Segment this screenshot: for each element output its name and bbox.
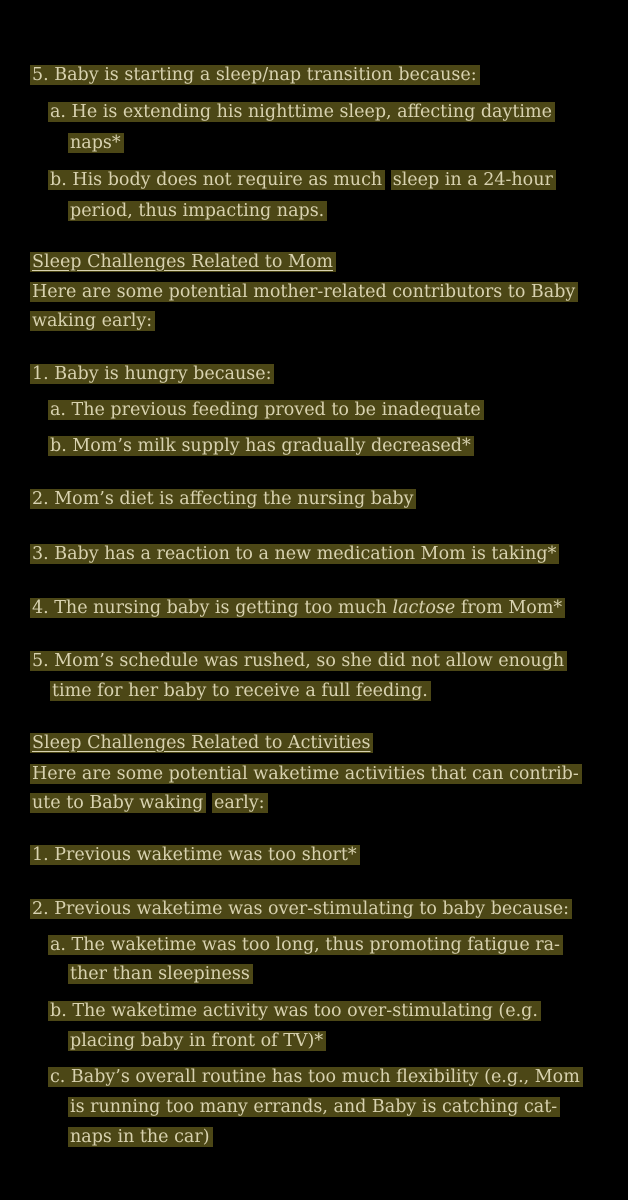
sub-list-item [48,397,484,423]
sub-list-item [48,433,474,459]
sub-list-item [48,932,563,958]
highlighted-text: period, thus impacting naps. [68,201,327,221]
sub-list-item-continued [68,130,124,156]
highlighted-text: b. Mom’s milk supply has gradually decreased* [48,436,474,456]
highlighted-text: 2. Mom’s diet is affecting the nursing baby [30,489,416,509]
highlighted-text: b. The waketime activity was too over-stimulating (e.g. [48,1001,541,1021]
list-item [30,361,274,387]
highlighted-text: 2. Previous waketime was over-stimulating to baby because: [30,899,572,919]
list-item [30,486,416,512]
highlighted-text: is running too many errands, and Baby is catching cat- [68,1097,560,1117]
paragraph-continued [30,790,268,816]
highlighted-text: naps in the car) [68,1127,213,1147]
highlighted-text: placing baby in front of TV)* [68,1031,326,1051]
sub-list-item-continued [68,1094,560,1120]
list-item [30,896,572,922]
paragraph [30,279,578,305]
highlighted-text: waking early: [30,311,155,331]
list-item [30,595,565,621]
paragraph [30,761,582,787]
sub-list-item-continued [68,198,327,224]
highlighted-text: Here are some potential mother-related contributors to Baby [30,282,578,302]
highlighted-text: c. Baby’s overall routine has too much flexibility (e.g., Mom [48,1067,583,1087]
highlighted-text: 3. Baby has a reaction to a new medication Mom is taking* [30,544,559,564]
list-item [30,842,360,868]
highlighted-text: 5. Mom’s schedule was rushed, so she did not allow enough [30,651,567,671]
highlighted-text: time for her baby to receive a full feeding. [50,681,431,701]
highlighted-text: a. The waketime was too long, thus promoting fatigue ra- [48,935,563,955]
item-text: from Mom* [460,598,563,618]
highlighted-text [30,598,565,618]
sub-list-item [48,99,555,125]
sub-list-item-continued [68,961,253,987]
highlighted-text: naps* [68,133,124,153]
highlighted-text: ute to Baby waking [30,793,206,813]
highlighted-text: a. The previous feeding proved to be inadequate [48,400,484,420]
emphasized-word: lactose [392,598,456,618]
section-heading [30,730,373,756]
sub-list-item-continued [68,1028,326,1054]
highlighted-text: 1. Previous waketime was too short* [30,845,360,865]
list-item-continued [50,678,431,704]
highlighted-text: ther than sleepiness [68,964,253,984]
sub-list-item [48,167,556,193]
list-item [30,541,559,567]
highlighted-text: 1. Baby is hungry because: [30,364,274,384]
list-item [30,62,480,88]
highlighted-text: sleep in a 24-hour [391,170,556,190]
section-heading-text: Sleep Challenges Related to Mom [30,252,336,272]
highlighted-text: 5. Baby is starting a sleep/nap transition because: [30,65,480,85]
section-heading-text: Sleep Challenges Related to Activities [30,733,373,753]
sub-list-item [48,1064,583,1090]
sub-list-item-continued [68,1124,213,1150]
highlighted-text: Here are some potential waketime activities that can contrib- [30,764,582,784]
paragraph-continued [30,308,155,334]
section-heading [30,249,336,275]
item-text: 4. The nursing baby is getting too much [32,598,387,618]
highlighted-text: a. He is extending his nighttime sleep, affecting daytime [48,102,555,122]
highlighted-text: early: [212,793,268,813]
highlighted-text: b. His body does not require as much [48,170,385,190]
list-item [30,648,567,674]
sub-list-item [48,998,541,1024]
